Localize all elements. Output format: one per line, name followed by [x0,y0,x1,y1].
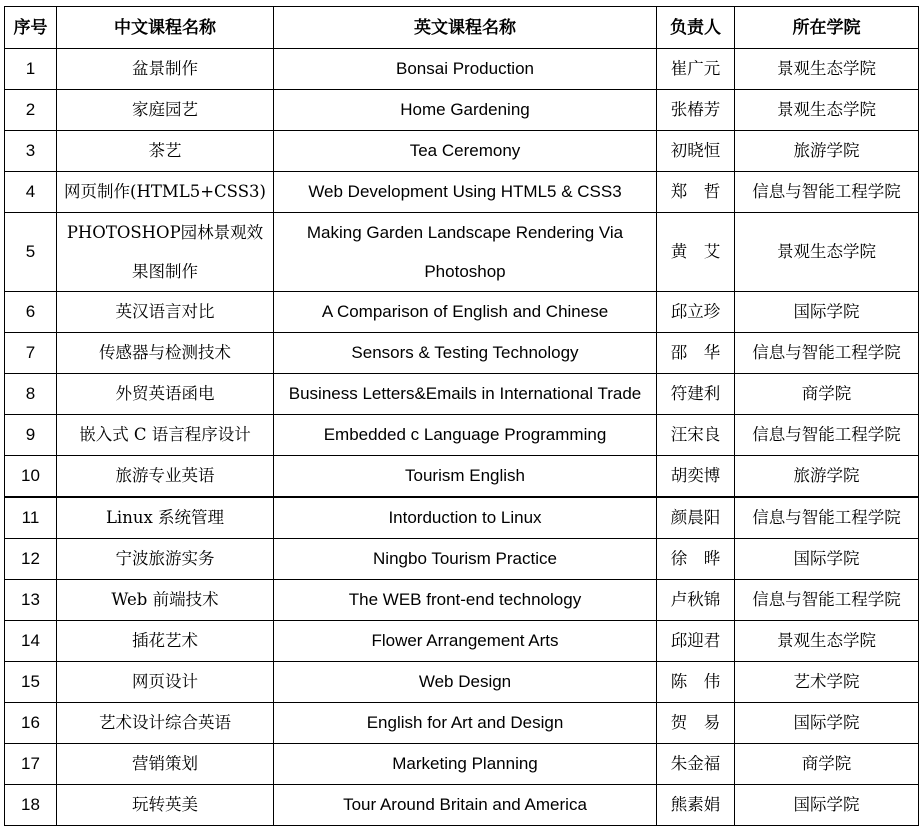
cell-no: 15 [5,662,57,703]
table-row [5,580,919,621]
cell-college: 信息与智能工程学院 [735,333,919,374]
cell-college: 信息与智能工程学院 [735,415,919,456]
cell-en-name: Marketing Planning [274,744,657,785]
cell-en-name: Ningbo Tourism Practice [274,539,657,580]
cell-college: 旅游学院 [735,456,919,497]
cell-owner: 邵 华 [657,333,735,374]
cell-cn-name: 营销策划 [57,744,274,785]
header-en-name: 英文课程名称 [274,7,657,49]
cell-college: 国际学院 [735,785,919,826]
header-no: 序号 [5,7,57,49]
cell-en-name: Sensors & Testing Technology [274,333,657,374]
table-row [5,292,919,333]
cell-no: 6 [5,292,57,333]
cell-owner: 张椿芳 [657,90,735,131]
cell-no: 13 [5,580,57,621]
cell-no: 8 [5,374,57,415]
cell-en-name: Making Garden Landscape Rendering Via Photoshop [274,213,657,292]
table-row [5,539,919,580]
cell-en-name: Web Development Using HTML5 & CSS3 [274,172,657,213]
course-table-part-1 [4,6,919,497]
cell-cn-name: 茶艺 [57,131,274,172]
table-row [5,785,919,826]
cell-en-name: Bonsai Production [274,49,657,90]
table-row [5,498,919,539]
cell-college: 国际学院 [735,539,919,580]
cell-en-name: Flower Arrangement Arts [274,621,657,662]
header-row [5,7,919,49]
cell-owner: 熊素娟 [657,785,735,826]
cell-college: 信息与智能工程学院 [735,172,919,213]
cell-college: 景观生态学院 [735,621,919,662]
table-row [5,213,919,292]
cell-cn-name: 嵌入式 C 语言程序设计 [57,415,274,456]
cell-owner: 崔广元 [657,49,735,90]
table-row [5,374,919,415]
cell-cn-name: 网页设计 [57,662,274,703]
cell-owner: 符建利 [657,374,735,415]
cell-college: 旅游学院 [735,131,919,172]
cell-college: 景观生态学院 [735,90,919,131]
cell-college: 国际学院 [735,292,919,333]
cell-owner: 邱迎君 [657,621,735,662]
cell-en-name: The WEB front-end technology [274,580,657,621]
cell-cn-name: 传感器与检测技术 [57,333,274,374]
table-row [5,172,919,213]
cell-college: 国际学院 [735,703,919,744]
cell-en-name: Home Gardening [274,90,657,131]
cell-owner: 贺 易 [657,703,735,744]
cell-cn-name: 英汉语言对比 [57,292,274,333]
cell-owner: 黄 艾 [657,213,735,292]
cell-cn-name: 旅游专业英语 [57,456,274,497]
cell-owner: 徐 晔 [657,539,735,580]
table-row [5,415,919,456]
cell-owner: 朱金福 [657,744,735,785]
header-cn-name: 中文课程名称 [57,7,274,49]
cell-owner: 胡奕博 [657,456,735,497]
cell-college: 艺术学院 [735,662,919,703]
cell-no: 2 [5,90,57,131]
cell-college: 商学院 [735,374,919,415]
table-row [5,131,919,172]
cell-owner: 陈 伟 [657,662,735,703]
cell-cn-name: 网页制作(HTML5+CSS3) [57,172,274,213]
cell-owner: 初晓恒 [657,131,735,172]
cell-owner: 卢秋锦 [657,580,735,621]
table-row [5,744,919,785]
cell-no: 7 [5,333,57,374]
cell-no: 10 [5,456,57,497]
course-table-part-2 [4,497,919,826]
cell-no: 16 [5,703,57,744]
cell-cn-name: 盆景制作 [57,49,274,90]
cell-owner: 颜晨阳 [657,498,735,539]
cell-no: 18 [5,785,57,826]
cell-cn-name: 宁波旅游实务 [57,539,274,580]
cell-no: 3 [5,131,57,172]
cell-en-name: English for Art and Design [274,703,657,744]
table-row [5,662,919,703]
cell-owner: 郑 哲 [657,172,735,213]
cell-en-name: Web Design [274,662,657,703]
cell-no: 4 [5,172,57,213]
cell-en-name: Tour Around Britain and America [274,785,657,826]
cell-en-name: Tea Ceremony [274,131,657,172]
cell-college: 景观生态学院 [735,49,919,90]
table-row [5,621,919,662]
table-row [5,333,919,374]
cell-en-name: Embedded c Language Programming [274,415,657,456]
cell-cn-name: PHOTOSHOP园林景观效果图制作 [57,213,274,292]
table-row [5,90,919,131]
header-college: 所在学院 [735,7,919,49]
cell-en-name: Tourism English [274,456,657,497]
cell-no: 11 [5,498,57,539]
table-row [5,456,919,497]
cell-college: 景观生态学院 [735,213,919,292]
cell-college: 信息与智能工程学院 [735,498,919,539]
cell-owner: 汪宋良 [657,415,735,456]
cell-owner: 邱立珍 [657,292,735,333]
header-owner: 负责人 [657,7,735,49]
cell-en-name: Intorduction to Linux [274,498,657,539]
table-row [5,703,919,744]
cell-no: 9 [5,415,57,456]
cell-cn-name: Web 前端技术 [57,580,274,621]
cell-college: 信息与智能工程学院 [735,580,919,621]
cell-cn-name: Linux 系统管理 [57,498,274,539]
cell-no: 12 [5,539,57,580]
cell-no: 17 [5,744,57,785]
cell-cn-name: 外贸英语函电 [57,374,274,415]
table-row [5,49,919,90]
cell-cn-name: 艺术设计综合英语 [57,703,274,744]
cell-no: 5 [5,213,57,292]
cell-cn-name: 插花艺术 [57,621,274,662]
cell-cn-name: 家庭园艺 [57,90,274,131]
cell-college: 商学院 [735,744,919,785]
cell-en-name: A Comparison of English and Chinese [274,292,657,333]
cell-no: 14 [5,621,57,662]
cell-en-name: Business Letters&Emails in International Trade [274,374,657,415]
cell-cn-name: 玩转英美 [57,785,274,826]
cell-no: 1 [5,49,57,90]
